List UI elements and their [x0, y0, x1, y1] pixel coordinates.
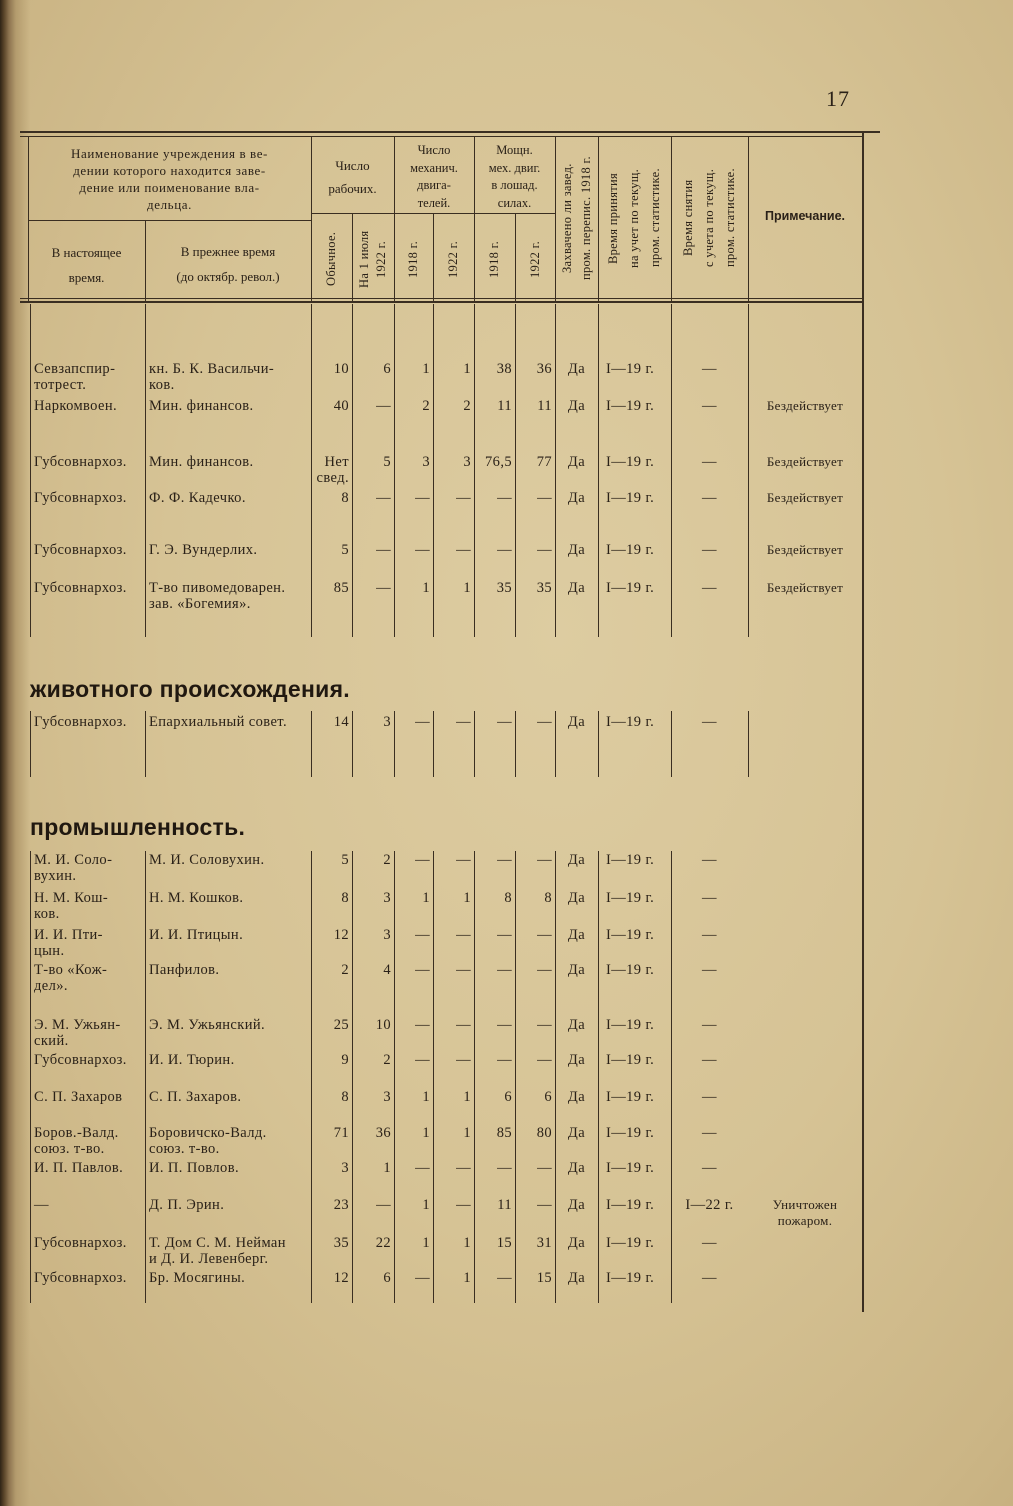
horsepower-1918-cell: 76,5	[485, 454, 512, 470]
census-1918-cell: Да	[567, 714, 586, 730]
horsepower-1918-cell: 6	[504, 1089, 512, 1105]
horsepower-1918-cell: —	[497, 1270, 512, 1286]
registered-date-cell: I—19 г.	[606, 1017, 655, 1033]
workers-usual-cell: 8	[341, 490, 349, 506]
header-divider	[28, 220, 311, 221]
current-owner-cell: Губсовнархоз.	[34, 1235, 127, 1251]
engines-1918-cell: —	[415, 962, 430, 978]
header-bottom-rule	[20, 298, 862, 299]
horsepower-1918-cell: —	[497, 852, 512, 868]
registered-date-cell: I—19 г.	[606, 1052, 655, 1068]
workers-july-1922-cell: —	[376, 580, 391, 596]
horsepower-1922-cell: —	[537, 490, 552, 506]
deregistered-date-cell: —	[702, 714, 717, 730]
horsepower-1918-cell: —	[497, 714, 512, 730]
current-owner-cell: —	[34, 1197, 49, 1213]
engines-1922-cell: 3	[463, 454, 471, 470]
workers-usual-cell: Нет свед.	[316, 454, 349, 486]
header-divider	[311, 213, 555, 214]
deregistered-date-cell: —	[702, 454, 717, 470]
engines-1918-cell: 1	[422, 1197, 430, 1213]
workers-july-1922-cell: —	[376, 1197, 391, 1213]
census-1918-cell: Да	[567, 1197, 586, 1213]
current-owner-cell: Губсовнархоз.	[34, 454, 127, 470]
workers-usual-cell: 3	[341, 1160, 349, 1176]
horsepower-1918-cell: —	[497, 962, 512, 978]
former-owner-cell: М. И. Соловухин.	[149, 852, 265, 868]
header-rule	[555, 137, 556, 302]
census-1918-cell: Да	[567, 490, 586, 506]
horsepower-1918-cell: —	[497, 490, 512, 506]
deregistered-date-cell: —	[702, 1235, 717, 1251]
horsepower-1918-cell: 85	[496, 1125, 512, 1141]
current-owner-cell: Н. М. Кош- ков.	[34, 890, 109, 922]
registered-date-cell: I—19 г.	[606, 927, 655, 943]
note-cell: Бездействует	[766, 398, 844, 413]
engines-1922-cell: 1	[463, 1125, 471, 1141]
former-owner-cell: И. П. Повлов.	[149, 1160, 239, 1176]
current-owner-cell: И. И. Пти- цын.	[34, 927, 103, 959]
registered-date-cell: I—19 г.	[606, 454, 655, 470]
engines-1918-cell: —	[415, 1270, 430, 1286]
engines-1922-cell: —	[456, 927, 471, 943]
census-1918-cell: Да	[567, 580, 586, 596]
engines-1922-cell: —	[456, 1160, 471, 1176]
deregistered-date-cell: —	[702, 852, 717, 868]
workers-usual-cell: 8	[341, 890, 349, 906]
census-1918-cell: Да	[567, 962, 586, 978]
former-owner-cell: Т. Дом С. М. Нейман и Д. И. Левенберг.	[149, 1235, 286, 1267]
note-cell: Бездействует	[766, 542, 844, 557]
workers-usual-cell: 9	[341, 1052, 349, 1068]
former-owner-cell: Ф. Ф. Кадечко.	[149, 490, 246, 506]
header-former-owner: В прежнее время (до октябр. револ.)	[176, 244, 280, 284]
workers-july-1922-cell: 3	[383, 1089, 391, 1105]
deregistered-date-cell: —	[702, 962, 717, 978]
horsepower-1922-cell: —	[537, 1017, 552, 1033]
deregistered-date-cell: —	[702, 542, 717, 558]
current-owner-cell: И. П. Павлов.	[34, 1160, 124, 1176]
workers-usual-cell: 35	[333, 1235, 349, 1251]
workers-july-1922-cell: 2	[383, 1052, 391, 1068]
header-power-1918: 1918 г.	[487, 240, 501, 278]
engines-1922-cell: 1	[463, 1235, 471, 1251]
registered-date-cell: I—19 г.	[606, 890, 655, 906]
horsepower-1922-cell: 6	[544, 1089, 552, 1105]
current-owner-cell: Губсовнархоз.	[34, 1052, 127, 1068]
horsepower-1922-cell: —	[537, 714, 552, 730]
former-owner-cell: Епархиальный совет.	[149, 714, 287, 730]
horsepower-1918-cell: 11	[497, 1197, 512, 1213]
engines-1922-cell: —	[456, 1197, 471, 1213]
engines-1922-cell: —	[456, 542, 471, 558]
registered-date-cell: I—19 г.	[606, 398, 655, 414]
engines-1918-cell: 2	[422, 398, 430, 414]
workers-usual-cell: 8	[341, 1089, 349, 1105]
engines-1922-cell: 1	[463, 890, 471, 906]
horsepower-1918-cell: 38	[496, 361, 512, 377]
horsepower-1918-cell: —	[497, 1160, 512, 1176]
deregistered-date-cell: —	[702, 890, 717, 906]
current-owner-cell: С. П. Захаров	[34, 1089, 123, 1105]
horsepower-1922-cell: 77	[536, 454, 552, 470]
header-bottom-rule	[20, 301, 862, 303]
census-1918-cell: Да	[567, 1235, 586, 1251]
engines-1918-cell: —	[415, 1052, 430, 1068]
current-owner-cell: Губсовнархоз.	[34, 580, 127, 596]
horsepower-1922-cell: —	[537, 927, 552, 943]
header-rule	[671, 137, 672, 302]
current-owner-cell: Севзапспир- тотрест.	[34, 361, 116, 393]
horsepower-1918-cell: —	[497, 927, 512, 943]
header-power-1922: 1922 г.	[528, 240, 542, 278]
note-cell: Бездействует	[766, 580, 844, 595]
former-owner-cell: Н. М. Кошков.	[149, 890, 244, 906]
census-1918-cell: Да	[567, 1125, 586, 1141]
workers-july-1922-cell: 2	[383, 852, 391, 868]
horsepower-1922-cell: 80	[536, 1125, 552, 1141]
current-owner-cell: Губсовнархоз.	[34, 714, 127, 730]
registered-date-cell: I—19 г.	[606, 714, 655, 730]
horsepower-1922-cell: 35	[536, 580, 552, 596]
horsepower-1922-cell: —	[537, 1160, 552, 1176]
horsepower-1922-cell: —	[537, 962, 552, 978]
note-cell: Бездействует	[766, 490, 844, 505]
workers-july-1922-cell: 6	[383, 1270, 391, 1286]
workers-usual-cell: 25	[333, 1017, 349, 1033]
deregistered-date-cell: I—22 г.	[685, 1197, 734, 1213]
census-1918-cell: Да	[567, 1052, 586, 1068]
section-heading: животного происхождения.	[30, 676, 351, 702]
header-current-owner: В настоящее время.	[51, 245, 122, 285]
horsepower-1918-cell: 35	[496, 580, 512, 596]
current-owner-cell: Губсовнархоз.	[34, 1270, 127, 1286]
deregistered-date-cell: —	[702, 1270, 717, 1286]
current-owner-cell: Наркомвоен.	[34, 398, 118, 414]
engines-1918-cell: —	[415, 852, 430, 868]
binding-edge	[0, 0, 30, 1506]
workers-usual-cell: 23	[333, 1197, 349, 1213]
former-owner-cell: кн. Б. К. Васильчи- ков.	[149, 361, 275, 393]
header-registered-date: Время принятия на учет по текущ. пром. статистике.	[606, 168, 662, 268]
registered-date-cell: I—19 г.	[606, 1197, 655, 1213]
census-1918-cell: Да	[567, 1089, 586, 1105]
horsepower-1918-cell: —	[497, 542, 512, 558]
workers-july-1922-cell: 22	[375, 1235, 391, 1251]
former-owner-cell: И. И. Птицын.	[149, 927, 244, 943]
engines-1922-cell: —	[456, 962, 471, 978]
engines-1922-cell: —	[456, 1017, 471, 1033]
former-owner-cell: Мин. финансов.	[149, 454, 254, 470]
header-engines-group: Число механич. двига- телей.	[410, 143, 458, 210]
header-name-group: Наименование учреждения в ве- дении которого находится заве- дение или поименование вла- дельца.	[70, 146, 268, 212]
workers-july-1922-cell: 4	[383, 962, 391, 978]
header-deregistered-date: Время снятия с учета по текущ. пром. статистике.	[681, 168, 737, 268]
current-owner-cell: М. И. Соло- вухин.	[34, 852, 113, 884]
current-owner-cell: Т-во «Кож- дел».	[34, 962, 108, 994]
registered-date-cell: I—19 г.	[606, 1089, 655, 1105]
workers-usual-cell: 10	[333, 361, 349, 377]
deregistered-date-cell: —	[702, 927, 717, 943]
registered-date-cell: I—19 г.	[606, 1235, 655, 1251]
registered-date-cell: I—19 г.	[606, 542, 655, 558]
workers-usual-cell: 5	[341, 852, 349, 868]
horsepower-1918-cell: —	[497, 1052, 512, 1068]
workers-usual-cell: 85	[333, 580, 349, 596]
deregistered-date-cell: —	[702, 398, 717, 414]
page-number: 17	[826, 86, 850, 111]
deregistered-date-cell: —	[702, 1017, 717, 1033]
engines-1918-cell: —	[415, 927, 430, 943]
workers-july-1922-cell: 5	[383, 454, 391, 470]
header-workers-usual: Обычное.	[324, 231, 338, 287]
registered-date-cell: I—19 г.	[606, 361, 655, 377]
horsepower-1922-cell: —	[537, 852, 552, 868]
census-1918-cell: Да	[567, 398, 586, 414]
engines-1918-cell: —	[415, 1160, 430, 1176]
census-1918-cell: Да	[567, 890, 586, 906]
workers-usual-cell: 5	[341, 542, 349, 558]
header-workers-group: Число рабочих.	[328, 158, 377, 196]
registered-date-cell: I—19 г.	[606, 1125, 655, 1141]
former-owner-cell: Панфилов.	[149, 962, 220, 978]
engines-1922-cell: 2	[463, 398, 471, 414]
horsepower-1918-cell: 15	[496, 1235, 512, 1251]
deregistered-date-cell: —	[702, 1125, 717, 1141]
header-engines-1922: 1922 г.	[446, 240, 460, 278]
deregistered-date-cell: —	[702, 490, 717, 506]
former-owner-cell: Бр. Мосягины.	[149, 1270, 246, 1286]
engines-1918-cell: —	[415, 542, 430, 558]
horsepower-1922-cell: —	[537, 542, 552, 558]
engines-1922-cell: —	[456, 714, 471, 730]
workers-july-1922-cell: 3	[383, 714, 391, 730]
engines-1918-cell: —	[415, 490, 430, 506]
registered-date-cell: I—19 г.	[606, 580, 655, 596]
header-rule	[598, 137, 599, 302]
engines-1918-cell: —	[415, 1017, 430, 1033]
engines-1918-cell: 3	[422, 454, 430, 470]
top-rule	[20, 131, 880, 133]
registered-date-cell: I—19 г.	[606, 1160, 655, 1176]
former-owner-cell: Д. П. Эрин.	[149, 1197, 225, 1213]
table-right-border	[862, 131, 864, 1312]
horsepower-1918-cell: 11	[497, 398, 512, 414]
census-1918-cell: Да	[567, 1270, 586, 1286]
workers-july-1922-cell: 10	[375, 1017, 391, 1033]
workers-usual-cell: 71	[333, 1125, 349, 1141]
note-cell: Бездействует	[766, 454, 844, 469]
header-engines-1918: 1918 г.	[406, 240, 420, 278]
former-owner-cell: Боровичско-Валд. союз. т-во.	[149, 1125, 267, 1157]
engines-1922-cell: 1	[463, 580, 471, 596]
workers-usual-cell: 12	[333, 927, 349, 943]
engines-1922-cell: —	[456, 852, 471, 868]
horsepower-1922-cell: 8	[544, 890, 552, 906]
census-1918-cell: Да	[567, 1160, 586, 1176]
census-1918-cell: Да	[567, 927, 586, 943]
engines-1918-cell: 1	[422, 1089, 430, 1105]
current-owner-cell: Боров.-Валд. союз. т-во.	[34, 1125, 119, 1157]
workers-usual-cell: 2	[341, 962, 349, 978]
workers-july-1922-cell: 36	[375, 1125, 391, 1141]
current-owner-cell: Губсовнархоз.	[34, 542, 127, 558]
workers-july-1922-cell: 6	[383, 361, 391, 377]
deregistered-date-cell: —	[702, 361, 717, 377]
workers-july-1922-cell: 3	[383, 890, 391, 906]
former-owner-cell: С. П. Захаров.	[149, 1089, 242, 1105]
census-1918-cell: Да	[567, 542, 586, 558]
workers-july-1922-cell: —	[376, 398, 391, 414]
engines-1918-cell: —	[415, 714, 430, 730]
census-1918-cell: Да	[567, 454, 586, 470]
horsepower-1918-cell: 8	[504, 890, 512, 906]
workers-july-1922-cell: —	[376, 542, 391, 558]
workers-usual-cell: 40	[333, 398, 349, 414]
engines-1922-cell: 1	[463, 1270, 471, 1286]
column-rule	[748, 711, 749, 777]
workers-july-1922-cell: 3	[383, 927, 391, 943]
registered-date-cell: I—19 г.	[606, 852, 655, 868]
horsepower-1922-cell: 36	[536, 361, 552, 377]
former-owner-cell: И. И. Тюрин.	[149, 1052, 235, 1068]
former-owner-cell: Мин. финансов.	[149, 398, 254, 414]
engines-1922-cell: 1	[463, 361, 471, 377]
registered-date-cell: I—19 г.	[606, 490, 655, 506]
registered-date-cell: I—19 г.	[606, 1270, 655, 1286]
workers-usual-cell: 14	[333, 714, 349, 730]
workers-usual-cell: 12	[333, 1270, 349, 1286]
header-census-1918: Захвачено ли завед. пром. перепис. 1918 г.	[560, 156, 593, 280]
header-rule	[352, 213, 353, 302]
registered-date-cell: I—19 г.	[606, 962, 655, 978]
horsepower-1922-cell: 31	[536, 1235, 552, 1251]
header-note: Примечание.	[764, 209, 846, 223]
engines-1918-cell: 1	[422, 1125, 430, 1141]
engines-1918-cell: 1	[422, 1235, 430, 1251]
workers-july-1922-cell: 1	[383, 1160, 391, 1176]
deregistered-date-cell: —	[702, 1089, 717, 1105]
horsepower-1922-cell: 15	[536, 1270, 552, 1286]
deregistered-date-cell: —	[702, 1052, 717, 1068]
header-workers-july-1922: На 1 июля 1922 г.	[357, 230, 388, 288]
current-owner-cell: Э. М. Ужьян- ский.	[34, 1017, 121, 1049]
engines-1922-cell: 1	[463, 1089, 471, 1105]
top-rule	[20, 136, 862, 137]
horsepower-1918-cell: —	[497, 1017, 512, 1033]
census-1918-cell: Да	[567, 361, 586, 377]
engines-1922-cell: —	[456, 490, 471, 506]
former-owner-cell: Т-во пивомедоварен. зав. «Богемия».	[149, 580, 286, 612]
note-cell: Уничтожен пожаром.	[772, 1197, 838, 1228]
engines-1918-cell: 1	[422, 890, 430, 906]
workers-july-1922-cell: —	[376, 490, 391, 506]
section-heading: промышленность.	[30, 814, 246, 840]
census-1918-cell: Да	[567, 852, 586, 868]
former-owner-cell: Г. Э. Вундерлих.	[149, 542, 258, 558]
engines-1922-cell: —	[456, 1052, 471, 1068]
horsepower-1922-cell: —	[537, 1052, 552, 1068]
horsepower-1922-cell: 11	[537, 398, 552, 414]
former-owner-cell: Э. М. Ужьянский.	[149, 1017, 266, 1033]
engines-1918-cell: 1	[422, 580, 430, 596]
census-1918-cell: Да	[567, 1017, 586, 1033]
horsepower-1922-cell: —	[537, 1197, 552, 1213]
deregistered-date-cell: —	[702, 580, 717, 596]
header-power-group: Мощн. мех. двиг. в лошад. силах.	[488, 143, 541, 210]
deregistered-date-cell: —	[702, 1160, 717, 1176]
current-owner-cell: Губсовнархоз.	[34, 490, 127, 506]
engines-1918-cell: 1	[422, 361, 430, 377]
